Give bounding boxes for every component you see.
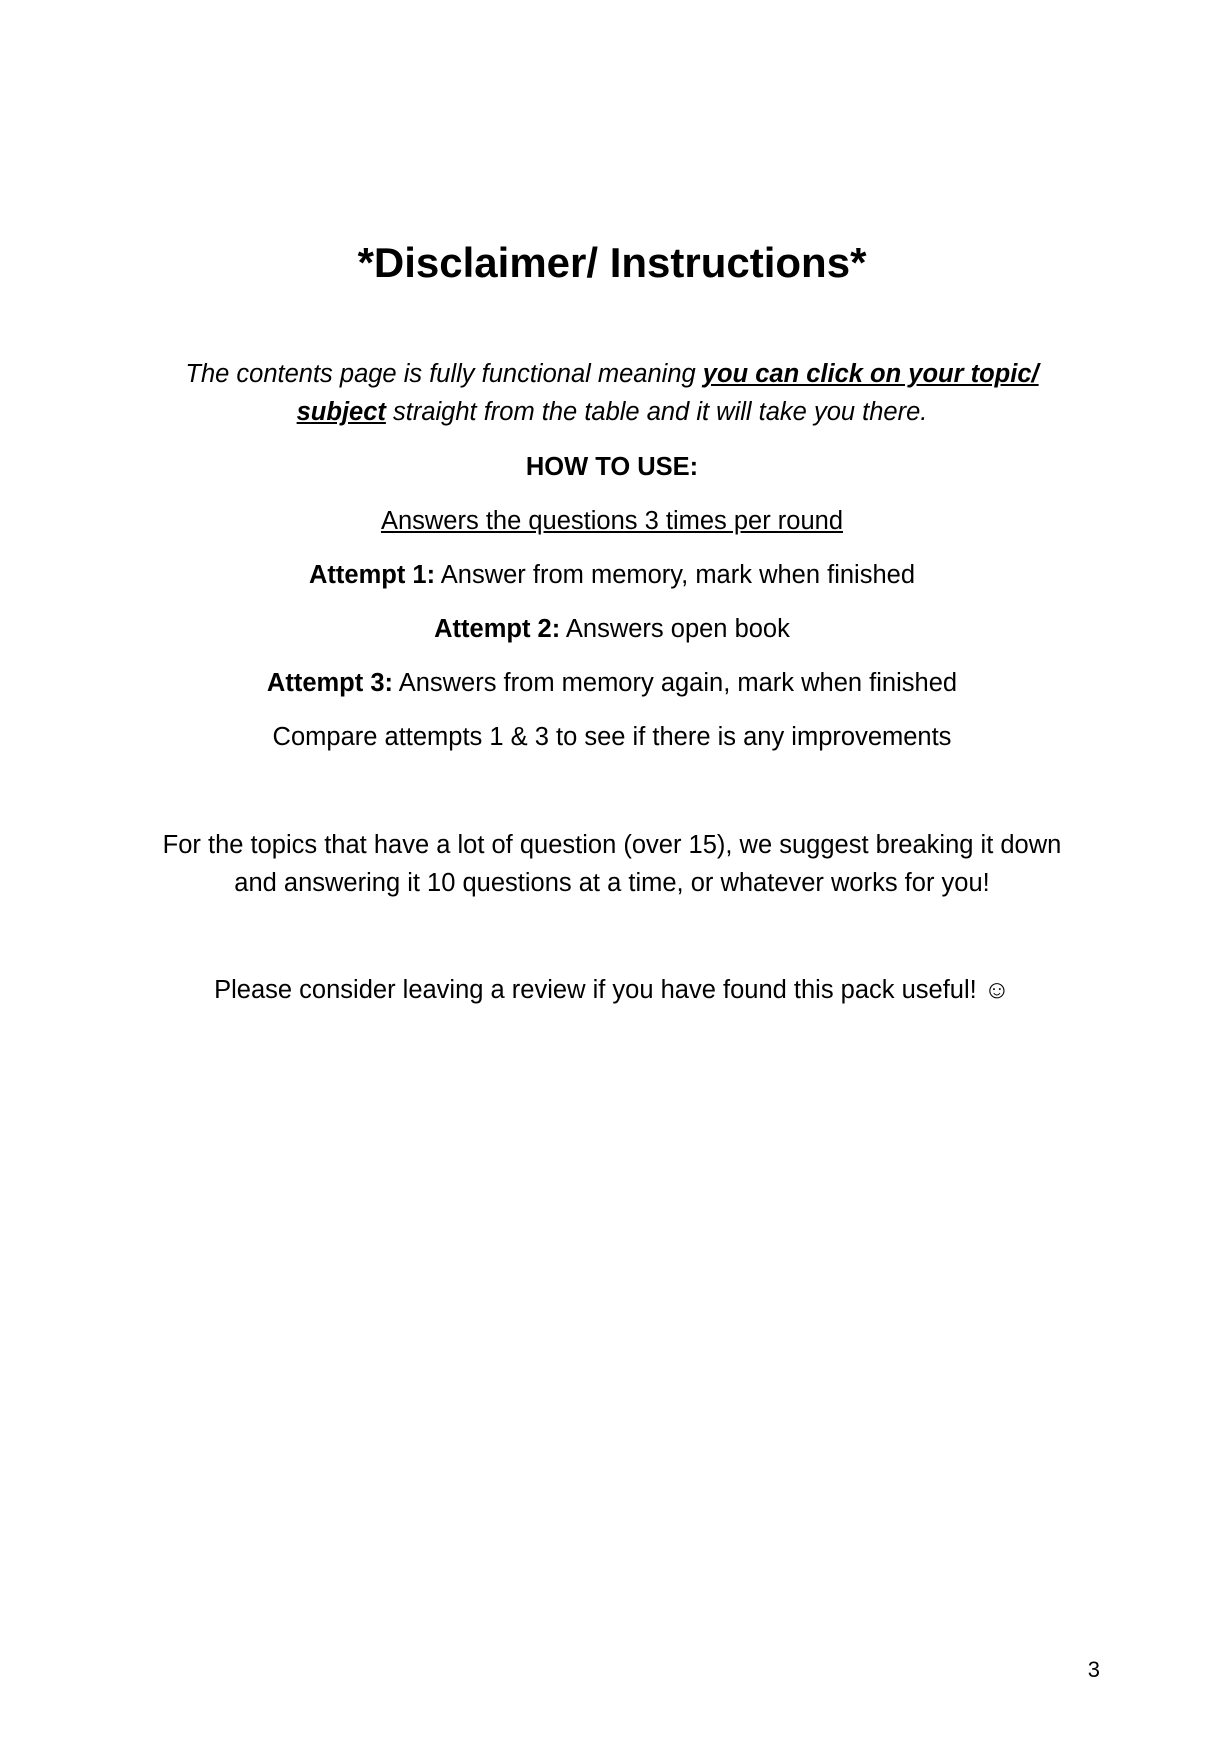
advice-paragraph: For the topics that have a lot of question (over 15), we suggest breaking it down and answering it 10 questions at a time, or whatever works for you! (162, 831, 1062, 897)
intro-text-before: The contents page is fully functional meaning (185, 360, 703, 388)
attempt-3-label: Attempt 3: (266, 669, 394, 697)
intro-paragraph (140, 355, 1084, 431)
attempt-1-label: Attempt 1: (308, 561, 436, 589)
attempt-3-line (0, 666, 1224, 700)
usage-rule: Answers the questions 3 times per round (380, 507, 844, 535)
attempt-2-label: Attempt 2: (434, 615, 561, 643)
page-title: *Disclaimer/ Instructions* (357, 239, 867, 286)
review-request: Please consider leaving a review if you have found this pack useful! ☺ (214, 976, 1010, 1004)
intro-text-after: straight from the table and it will take you there. (385, 398, 928, 426)
attempt-2-line (0, 612, 1224, 646)
attempt-1-line (0, 558, 1224, 592)
contents-link-note: you can click on your topic/ subject (296, 360, 1039, 426)
attempt-3-text: Answers from memory again, mark when finished (393, 669, 958, 697)
compare-attempts-note: Compare attempts 1 & 3 to see if there is any improvements (272, 723, 952, 751)
page-number: 3 (1087, 1657, 1100, 1682)
attempt-1-text: Answer from memory, mark when finished (435, 561, 916, 589)
how-to-use-heading: HOW TO USE: (525, 453, 699, 481)
attempt-2-text: Answers open book (560, 615, 790, 643)
